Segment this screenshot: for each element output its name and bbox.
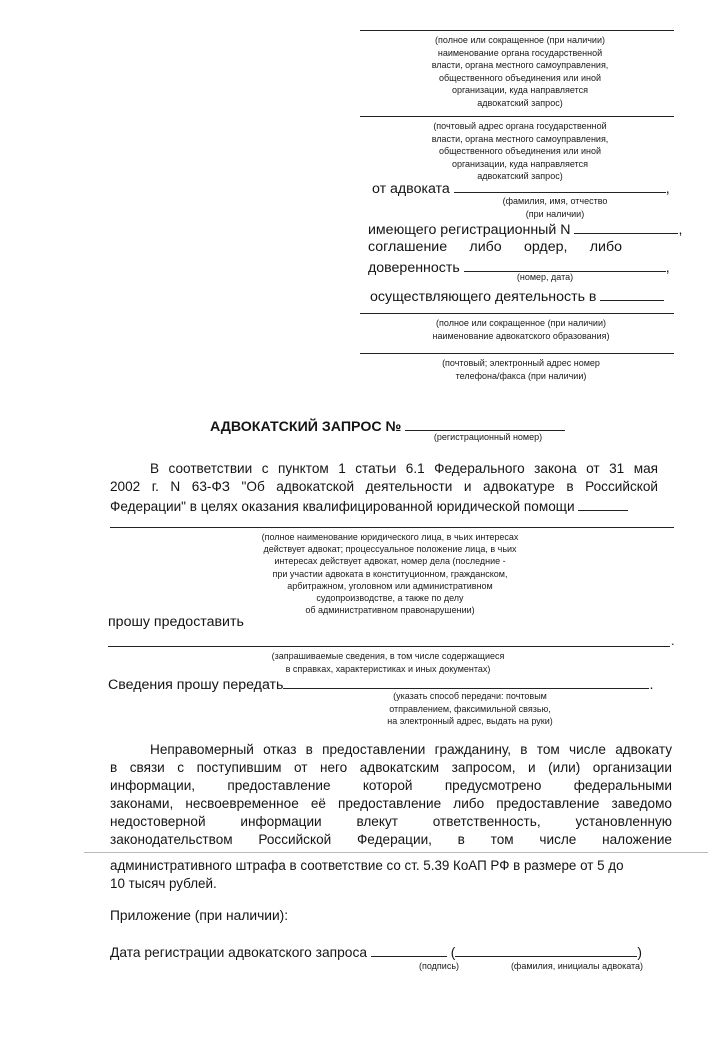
reg-number-line: имеющего регистрационный N , bbox=[368, 219, 682, 239]
intro-line-2: 2002 г. N 63-ФЗ "Об адвокатской деятельности и адвокатуре в Российской bbox=[110, 479, 658, 494]
power-label: доверенность bbox=[368, 260, 460, 276]
formation-line[interactable] bbox=[360, 313, 674, 314]
document-title: АДВОКАТСКИЙ ЗАПРОС № bbox=[210, 416, 565, 436]
legal-aid-field[interactable] bbox=[578, 496, 628, 511]
signature-note: (подпись) bbox=[418, 961, 460, 971]
delivery-note: (указать способ передачи: почтовым отправлением, факсимильной связью, на электронный адрес, выдать на руки) bbox=[387, 691, 553, 727]
signature-field[interactable] bbox=[371, 942, 447, 957]
registration-date-label: Дата регистрации адвокатского запроса bbox=[110, 945, 368, 960]
warning-line-1: Неправомерный отказ в предоставлении гражданину, в том числе адвокату bbox=[150, 742, 672, 757]
activity-field[interactable] bbox=[600, 286, 664, 301]
delivery-label: Сведения прошу передать bbox=[108, 677, 284, 693]
warning-continued-1: административного штрафа в соответствие со ст. 5.39 КоАП РФ в размере от 5 до bbox=[110, 858, 624, 873]
reg-number-note: (регистрационный номер) bbox=[433, 432, 543, 442]
request-note: (запрашиваемые сведения, в том числе содержащиеся в справках, характеристиках и иных документах) bbox=[271, 651, 505, 674]
activity-line bbox=[370, 286, 664, 306]
power-note: (номер, дата) bbox=[516, 272, 574, 282]
warning-line-5: недостоверной информации влекут ответственность, установленную bbox=[110, 814, 672, 829]
recipient-org-line[interactable] bbox=[360, 30, 674, 31]
delivery-method-field[interactable] bbox=[283, 674, 649, 689]
request-number-field[interactable] bbox=[405, 416, 565, 431]
activity-label: осуществляющего деятельность в bbox=[370, 289, 597, 305]
intro-line-1: В соответствии с пунктом 1 статьи 6.1 Федерального закона от 31 мая bbox=[150, 461, 658, 476]
lawyer-name-field[interactable] bbox=[454, 178, 666, 193]
from-lawyer-line: от адвоката , bbox=[372, 178, 670, 198]
contact-line[interactable] bbox=[360, 353, 674, 354]
reg-number-label: имеющего регистрационный N bbox=[368, 222, 571, 238]
person-line[interactable] bbox=[110, 527, 674, 528]
power-of-attorney-line: доверенность , bbox=[368, 257, 670, 277]
warning-continued-2: 10 тысяч рублей. bbox=[110, 876, 217, 891]
formation-note: (полное или сокращенное (при наличии) наименование адвокатского образования) bbox=[432, 318, 610, 341]
contact-note: (почтовый; электронный адрес номер телефона/факса (при наличии) bbox=[442, 358, 600, 381]
lawyer-initials-note: (фамилия, инициалы адвоката) bbox=[510, 961, 644, 971]
lawyer-initials-field[interactable] bbox=[455, 942, 637, 957]
appendix-label: Приложение (при наличии): bbox=[110, 908, 289, 923]
recipient-org-note: (полное или сокращенное (при наличии) наименование органа государственной власти, органа местного самоуправления, общественного объединения или иной организации, куда направляется адвокатский запрос) bbox=[431, 35, 609, 108]
warning-line-2: в связи с поступившим от него адвокатским запросом, и (или) организации bbox=[110, 760, 672, 775]
delivery-line: Сведения прошу передать . bbox=[108, 674, 653, 694]
request-line[interactable] bbox=[108, 646, 670, 647]
power-of-attorney-field[interactable] bbox=[464, 257, 666, 272]
recipient-postal-line[interactable] bbox=[360, 116, 674, 117]
warning-line-6: законодательством Российской Федерации, в том числе наложение bbox=[110, 832, 672, 847]
agreement-line: соглашение либо ордер, либо bbox=[368, 239, 622, 255]
person-note: (полное наименование юридического лица, в чьих интересах действует адвокат; процессуальное положение лица, в чьих интересах действует адвокат, номер дела (последние - при участии адвоката в конституционном, гражданском, арбитражном, уголовном или административном судопроизводстве, а также по делу об административном правонарушении) bbox=[261, 532, 519, 616]
lawyer-name-note: (фамилия, имя, отчество (при наличии) bbox=[502, 196, 608, 219]
from-lawyer-label: от адвоката bbox=[372, 181, 450, 197]
recipient-postal-note: (почтовый адрес органа государственной власти, органа местного самоуправления, общественного объединения или иной организации, куда направляется адвокатский запрос) bbox=[431, 121, 609, 182]
request-label: прошу предоставить bbox=[108, 614, 244, 630]
page-break-divider bbox=[84, 852, 708, 853]
warning-line-4: законами, несвоевременное её предоставление либо предоставление заведомо bbox=[110, 796, 672, 811]
warning-line-3: информации, предоставление которой предусмотрено федеральными bbox=[110, 778, 672, 793]
request-end-dot: . bbox=[671, 633, 675, 648]
intro-line-3: Федерации" в целях оказания квалифицированной юридической помощи bbox=[110, 496, 628, 516]
signature-line: Дата регистрации адвокатского запроса ( ) bbox=[110, 942, 642, 962]
reg-number-field[interactable] bbox=[574, 219, 678, 234]
